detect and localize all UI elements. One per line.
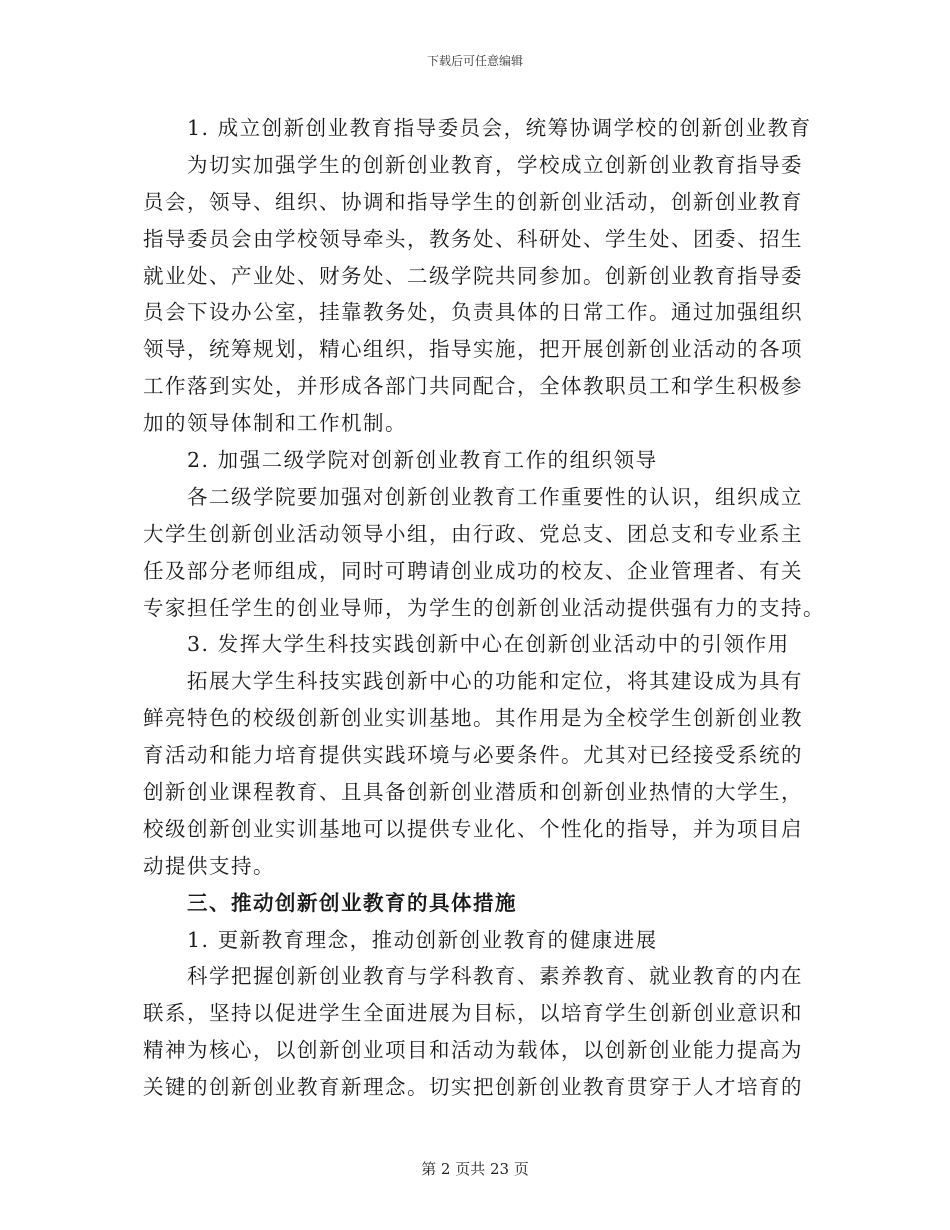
text-line: 2. 加强二级学院对创新创业教育工作的组织领导 — [187, 448, 658, 473]
page-header: 下载后可任意编辑 — [426, 54, 523, 68]
text-line: 指导委员会由学校领导牵头，教务处、科研处、学生处、团委、招生 — [143, 226, 803, 251]
text-line: 就业处、产业处、财务处、二级学院共同参加。创新创业教育指导委 — [143, 263, 803, 288]
text-line: 校级创新创业实训基地可以提供专业化、个性化的指导，并为项目启 — [143, 816, 803, 841]
text-line: 加的领导体制和工作机制。 — [143, 411, 407, 436]
text-line: 大学生创新创业活动领导小组，由行政、党总支、团总支和专业系主 — [143, 521, 803, 546]
text-line: 1. 成立创新创业教育指导委员会，统筹协调学校的创新创业教育 — [187, 116, 812, 140]
section-heading: 三、推动创新创业教育的具体措施 — [187, 890, 517, 915]
text-line: 3. 发挥大学生科技实践创新中心在创新创业活动中的引领作用 — [187, 632, 790, 657]
text-line: 精神为核心，以创新创业项目和活动为载体，以创新创业能力提高为 — [143, 1038, 803, 1063]
text-line: 员会，领导、组织、协调和指导学生的创新创业活动，创新创业教育 — [143, 189, 803, 214]
text-line: 关键的创新创业教育新理念。切实把创新创业教育贯穿于人才培育的 — [143, 1075, 803, 1100]
text-line: 1. 更新教育理念，推动创新创业教育的健康进展 — [187, 927, 658, 952]
text-line: 各二级学院要加强对创新创业教育工作重要性的认识，组织成立 — [187, 484, 803, 509]
text-line: 育活动和能力培育提供实践环境与必要条件。尤其对已经接受系统的 — [143, 743, 803, 768]
text-line: 科学把握创新创业教育与学科教育、素养教育、就业教育的内在 — [187, 964, 803, 989]
text-line: 工作落到实处，并形成各部门共同配合，全体教职员工和学生积极参 — [143, 374, 803, 399]
text-line: 联系，坚持以促进学生全面进展为目标，以培育学生创新创业意识和 — [143, 1001, 803, 1026]
text-line: 鲜亮特色的校级创新创业实训基地。其作用是为全校学生创新创业教 — [143, 706, 803, 731]
text-line: 创新创业课程教育、且具备创新创业潜质和创新创业热情的大学生， — [143, 780, 803, 805]
document-body — [143, 110, 825, 1106]
text-line: 专家担任学生的创业导师，为学生的创新创业活动提供强有力的支持。 — [143, 595, 825, 620]
text-line: 领导，统筹规划，精心组织，指导实施，把开展创新创业活动的各项 — [143, 337, 803, 362]
page-number: 第 2 页共 23 页 — [421, 1160, 529, 1178]
text-line: 任及部分老师组成，同时可聘请创业成功的校友、企业管理者、有关 — [143, 558, 803, 583]
text-line: 员会下设办公室，挂靠教务处，负责具体的日常工作。通过加强组织 — [143, 300, 803, 325]
text-line: 动提供支持。 — [143, 853, 275, 878]
text-line: 为切实加强学生的创新创业教育，学校成立创新创业教育指导委 — [187, 152, 803, 177]
text-line: 拓展大学生科技实践创新中心的功能和定位，将其建设成为具有 — [187, 669, 803, 694]
